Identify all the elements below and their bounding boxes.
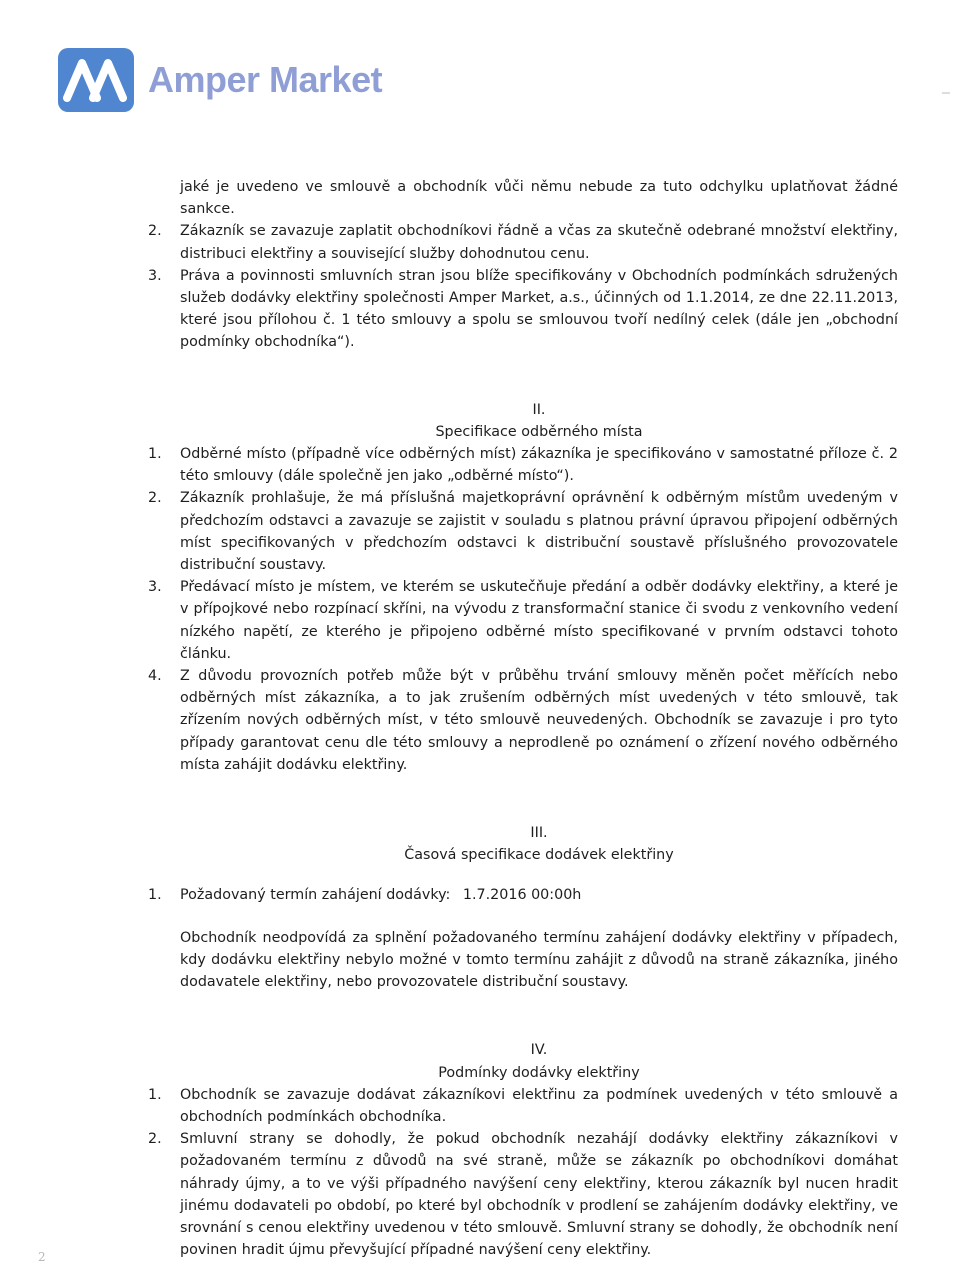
list-item: 1. Obchodník se zavazuje dodávat zákazníkovi elektřinu za podmínek uvedených v této smlouvě a obchodních podmínkách obchodníka. — [148, 1086, 898, 1125]
brand-name: Amper Market — [148, 59, 383, 100]
list-item: 4. Z důvodu provozních potřeb může být v průběhu trvání smlouvy měněn počet měřících nebo odběrných míst zákazníka, a to jak zrušením odběrných míst uvedených v této smlouvě, tak zřízením nových odběrných míst, v této smlouvě neuvedených. Obchodník se zavazuje i pro tyto případy garantovat cenu dle této smlouvy a neprodleně po oznámení o zřízení nového odběrného místa zahájit dodávku elektřiny. — [148, 668, 898, 773]
document-body — [148, 176, 898, 1261]
scan-mark — [942, 92, 950, 94]
list-item: 2. Smluvní strany se dohodly, že pokud obchodník nezahájí dodávky elektřiny zákazníkovi v požadovaném termínu z důvodů na své straně, může se zákazník po obchodníkovi domáhat náhrady újmy, a to ve výši případného navýšení ceny elektřiny, kterou zákazník byl nucen hradit jinému dodavateli po období, po které byl obchodník v prodlení se zahájením dodávky elektřiny, ve srovnání s cenou elektřiny uvedenou v této smlouvě. Smluvní strany se dohodly, že obchodník není povinen hradit újmu převyšující případné navýšení ceny elektřiny. — [148, 1131, 898, 1259]
amper-market-logo-icon — [58, 48, 134, 112]
list-item: 2. Zákazník se zavazuje zaplatit obchodníkovi řádně a včas za skutečně odebrané množství elektřiny, distribuci elektřiny a související služby dohodnutou cenu. — [148, 223, 898, 262]
paragraph: Obchodník neodpovídá za splnění požadovaného termínu zahájení dodávky elektřiny v případech, kdy dodávku elektřiny nebylo možné v tomto termínu zahájit z důvodů na straně zákazníka, jiného dodavatele elektřiny, nebo provozovatele distribuční soustavy. — [180, 929, 898, 991]
list-item: 1. Požadovaný termín zahájení dodávky: 1.7.2016 00:00h — [148, 887, 582, 904]
continuation-paragraph: jaké je uvedeno ve smlouvě a obchodník vůči němu nebude za tuto odchylku uplatňovat žádné sankce. — [180, 179, 898, 218]
list-item: 1. Odběrné místo (případně více odběrných míst) zákazníka je specifikováno v samostatné příloze č. 2 této smlouvy (dále společně jen jako „odběrné místo“). — [148, 446, 898, 485]
brand-logo — [58, 48, 382, 112]
list-item: 3. Práva a povinnosti smluvních stran jsou blíže specifikovány v Obchodních podmínkách sdružených služeb dodávky elektřiny společnosti Amper Market, a.s., účinných od 1.1.2014, ze dne 22.11.2013, které jsou přílohou č. 1 této smlouvy a spolu se smlouvou tvoří nedílný celek (dále jen „obchodní podmínky obchodníka“). — [148, 267, 898, 351]
section-title: Podmínky dodávky elektřiny — [438, 1064, 640, 1081]
list-item: 2. Zákazník prohlašuje, že má příslušná majetkoprávní oprávnění k odběrným místům uvedeným v předchozím odstavci a zavazuje se zajistit v souladu s platnou právní úpravou připojení odběrných míst specifikovaných v předchozím odstavci k distribuční soustavě příslušného provozovatele distribuční soustavy. — [148, 490, 898, 574]
section-title: Specifikace odběrného místa — [435, 423, 643, 440]
list-item: 3. Předávací místo je místem, ve kterém se uskutečňuje předání a odběr dodávky elektřiny, a které je v přípojkové nebo rozpínací skříni, na vývodu z transformační stanice či svodu z venkovního vedení nízkého napětí, ze kterého je připojeno odběrné místo specifikované v prvním odstavci tohoto článku. — [148, 579, 898, 662]
start-date-label: Požadovaný termín zahájení dodávky: — [180, 887, 451, 904]
section-numeral: IV. — [530, 1042, 548, 1059]
start-date-value: 1.7.2016 00:00h — [462, 887, 582, 904]
section-numeral: III. — [530, 825, 548, 842]
page-number: 2 — [38, 1250, 46, 1264]
section-title: Časová specifikace dodávek elektřiny — [404, 847, 674, 864]
section-numeral: II. — [532, 401, 546, 418]
